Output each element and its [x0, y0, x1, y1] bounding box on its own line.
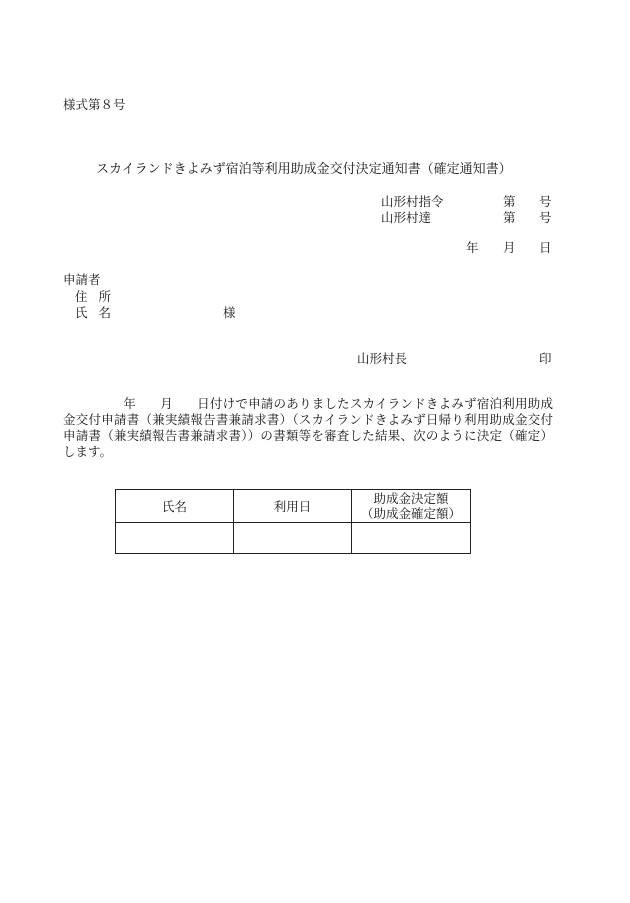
- applicant-heading: 申請者: [63, 272, 101, 287]
- reference-label-shirei: 山形村指令: [381, 194, 444, 209]
- table-header-row: [116, 490, 471, 523]
- cell-amount: [352, 523, 471, 554]
- table-row: [116, 523, 471, 554]
- address-label: 住所: [75, 289, 123, 304]
- header-usage-date: 利用日: [234, 490, 352, 523]
- cell-usage-date: [234, 523, 352, 554]
- header-amount-main: 助成金決定額: [373, 491, 449, 506]
- reference-dai-tatsu: 第: [503, 210, 516, 225]
- date-month: 月: [503, 240, 516, 255]
- notice-body: [63, 396, 553, 460]
- name-label: 氏名: [75, 305, 123, 320]
- document-title: スカイランドきよみず宿泊等利用助成金交付決定通知書（確定通知書）: [96, 162, 512, 177]
- cell-name: [116, 523, 234, 554]
- header-amount-sub: （助成金確定額）: [360, 506, 461, 521]
- header-amount: [352, 490, 471, 523]
- date-year: 年: [466, 240, 479, 255]
- reference-go-shirei: 号: [539, 194, 552, 209]
- header-name: 氏名: [116, 490, 234, 523]
- issuer-name: 山形村長: [357, 351, 408, 366]
- reference-dai-shirei: 第: [503, 194, 516, 209]
- reference-label-tatsu: 山形村達: [381, 210, 432, 225]
- body-text: 日付けで申請のありましたスカイランドきよみず宿泊利用助成金交付申請書（兼実績報告書兼請求書）（スカイランドきよみず日帰り利用助成金交付申請書（兼実績報告書兼請求書））の書類等を審査した結果、次のように決定（確定）します。: [63, 396, 553, 459]
- form-number: 様式第８号: [63, 97, 126, 112]
- body-month: 月: [159, 396, 173, 411]
- date-day: 日: [539, 240, 552, 255]
- reference-go-tatsu: 号: [539, 210, 552, 225]
- result-table: [115, 489, 471, 554]
- seal-mark: 印: [539, 351, 552, 366]
- body-year: 年: [123, 396, 136, 411]
- honorific-sama: 様: [223, 305, 236, 320]
